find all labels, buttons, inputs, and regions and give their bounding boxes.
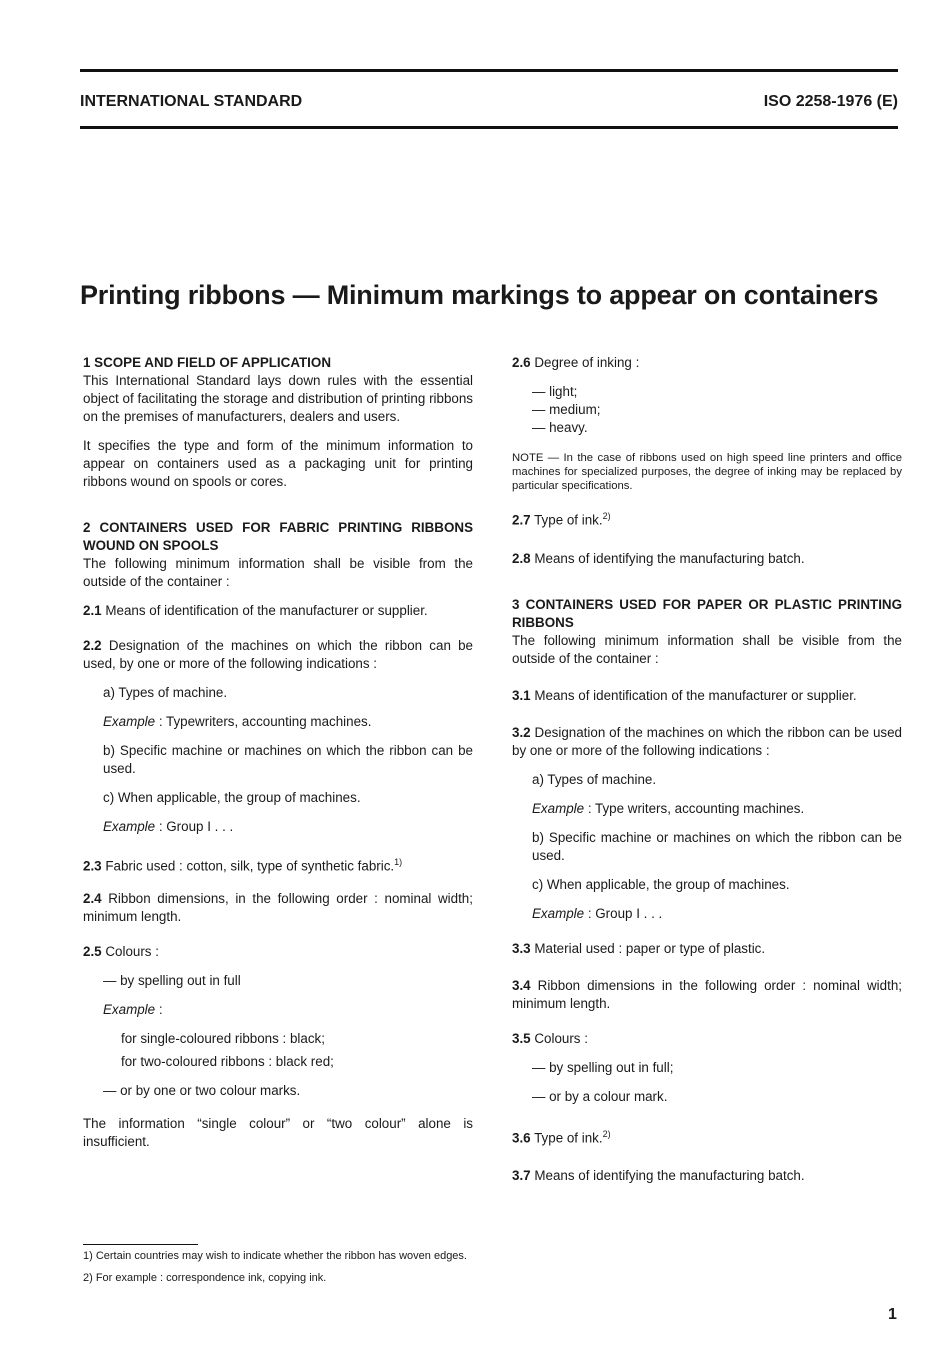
dash-item: — light; [532, 384, 578, 399]
section-1-paragraph-1: This International Standard lays down rules with the essential object of facilitating the storage and distribution of printing ribbons on the premises of manufacturers, dealers and users. [83, 373, 473, 424]
clause-text: Fabric used : cotton, silk, type of synthetic fabric. [105, 858, 395, 874]
clause-text: Means of identifying the manufacturing batch. [534, 1167, 805, 1183]
clause-number: 3.5 [512, 1031, 531, 1047]
clause-number: 3.2 [512, 725, 531, 741]
example-text: : Type writers, accounting machines. [584, 801, 805, 817]
clause-text: Means of identification of the manufacturer or supplier. [534, 688, 857, 704]
clause-2-5 [83, 943, 473, 961]
clause-number: 2.6 [512, 355, 531, 370]
section-2-closing: The information “single colour” or “two colour” alone is insufficient. [83, 1116, 473, 1150]
example-label: Example [532, 801, 585, 817]
list-item-a: a) Types of machine. [532, 772, 657, 788]
clause-2-8 [512, 550, 902, 568]
clause-number: 2.1 [83, 603, 102, 618]
section-3-heading: 3 CONTAINERS USED FOR PAPER OR PLASTIC PRINTING RIBBONS [512, 597, 902, 631]
dash-item: — or by one or two colour marks. [103, 1083, 301, 1099]
clause-text: Designation of the machines on which the ribbon can be used by one or more of the following indications : [512, 725, 902, 759]
example-2 [512, 905, 902, 923]
clause-text: Colours : [534, 1031, 588, 1047]
clause-text: Colours : [105, 944, 159, 960]
dash-item: — medium; [532, 402, 601, 417]
dash-item: — by spelling out in full; [532, 1060, 674, 1076]
clause-text: Material used : paper or type of plastic. [534, 941, 766, 957]
right-column [512, 354, 902, 1196]
left-column [83, 354, 473, 1162]
dash-item: — by spelling out in full [103, 973, 241, 989]
page-title: Printing ribbons — Minimum markings to appear on containers [80, 280, 879, 310]
clause-3-6 [512, 1125, 902, 1147]
example-2 [83, 818, 473, 836]
section-1-paragraph-2: It specifies the type and form of the minimum information to appear on containers used as a packaging unit for printing ribbons wound on spools or cores. [83, 438, 473, 489]
clause-number: 2.5 [83, 944, 102, 960]
example-3 [83, 1001, 473, 1019]
clause-text: Means of identification of the manufacturer or supplier. [105, 603, 428, 618]
footnote-2: 2) For example : correspondence ink, copying ink. [83, 1272, 327, 1284]
note: NOTE — In the case of ribbons used on high speed line printers and office machines for specialized purposes, the degree of inking may be replaced by particular specifications. [512, 452, 902, 492]
section-2-intro: The following minimum information shall be visible from the outside of the container : [83, 556, 473, 589]
clause-3-2 [512, 724, 902, 760]
example-text: : Group I . . . [584, 906, 663, 922]
clause-2-3 [83, 853, 473, 875]
example-label: Example [532, 906, 585, 922]
footnote-rule [83, 1244, 198, 1245]
example-label: Example [103, 1002, 156, 1018]
example-line-1: for single-coloured ribbons : black; [121, 1031, 325, 1047]
list-item-c: c) When applicable, the group of machines. [103, 790, 361, 805]
clause-3-4 [512, 977, 902, 1013]
clause-text: Designation of the machines on which the ribbon can be used, by one or more of the following indications : [83, 638, 473, 671]
clause-text: Ribbon dimensions in the following order : nominal width; minimum length. [512, 978, 902, 1012]
clause-3-1 [512, 687, 902, 705]
section-3-intro: The following minimum information shall be visible from the outside of the container : [512, 633, 902, 667]
clause-text: Means of identifying the manufacturing batch. [534, 551, 805, 567]
list-item-b: b) Specific machine or machines on which the ribbon can be used. [532, 830, 902, 864]
dash-item: — heavy. [532, 420, 588, 435]
clause-2-6 [512, 354, 902, 372]
dash-item: — or by a colour mark. [532, 1089, 668, 1105]
example-text: : [155, 1002, 163, 1018]
footnote-1: 1) Certain countries may wish to indicate whether the ribbon has woven edges. [83, 1250, 467, 1262]
clause-number: 2.7 [512, 512, 531, 528]
page-number: 1 [888, 1306, 897, 1323]
footnote-ref: 2) [602, 1129, 611, 1140]
clause-number: 2.2 [83, 638, 102, 653]
clause-2-2 [83, 637, 473, 673]
clause-number: 3.4 [512, 978, 531, 994]
clause-3-3 [512, 940, 902, 958]
clause-number: 3.3 [512, 941, 531, 957]
footnote-ref: 1) [394, 857, 403, 867]
header-right: ISO 2258-1976 (E) [763, 93, 898, 110]
clause-3-7 [512, 1167, 902, 1185]
list-item-c: c) When applicable, the group of machines. [532, 877, 790, 893]
example-label: Example [103, 714, 156, 729]
clause-number: 2.4 [83, 891, 102, 907]
example-1 [83, 713, 473, 731]
example-text: : Typewriters, accounting machines. [155, 714, 372, 729]
list-item-a: a) Types of machine. [103, 685, 228, 700]
header-top-rule [80, 69, 898, 72]
clause-text: Type of ink. [534, 512, 603, 528]
footnote-ref: 2) [602, 511, 611, 521]
clause-2-7 [512, 507, 902, 529]
example-1 [512, 800, 902, 818]
clause-2-4 [83, 890, 473, 926]
clause-text: Type of ink. [534, 1130, 603, 1146]
header-left: INTERNATIONAL STANDARD [80, 93, 303, 110]
clause-text: Ribbon dimensions, in the following order : nominal width; minimum length. [83, 891, 473, 925]
clause-number: 3.1 [512, 688, 531, 704]
example-line-2: for two-coloured ribbons : black red; [121, 1054, 334, 1070]
example-text: : Group I . . . [155, 819, 234, 834]
example-label: Example [103, 819, 156, 834]
clause-number: 3.7 [512, 1167, 531, 1183]
clause-number: 3.6 [512, 1130, 531, 1146]
header-bottom-rule [80, 126, 898, 129]
clause-text: Degree of inking : [534, 355, 640, 370]
section-1-heading: 1 SCOPE AND FIELD OF APPLICATION [83, 355, 331, 370]
section-2-heading: 2 CONTAINERS USED FOR FABRIC PRINTING RIBBONS WOUND ON SPOOLS [83, 520, 473, 553]
clause-3-5 [512, 1030, 902, 1048]
list-item-b: b) Specific machine or machines on which the ribbon can be used. [103, 743, 473, 776]
clause-2-1 [83, 602, 473, 620]
clause-number: 2.8 [512, 551, 531, 567]
clause-number: 2.3 [83, 858, 102, 874]
